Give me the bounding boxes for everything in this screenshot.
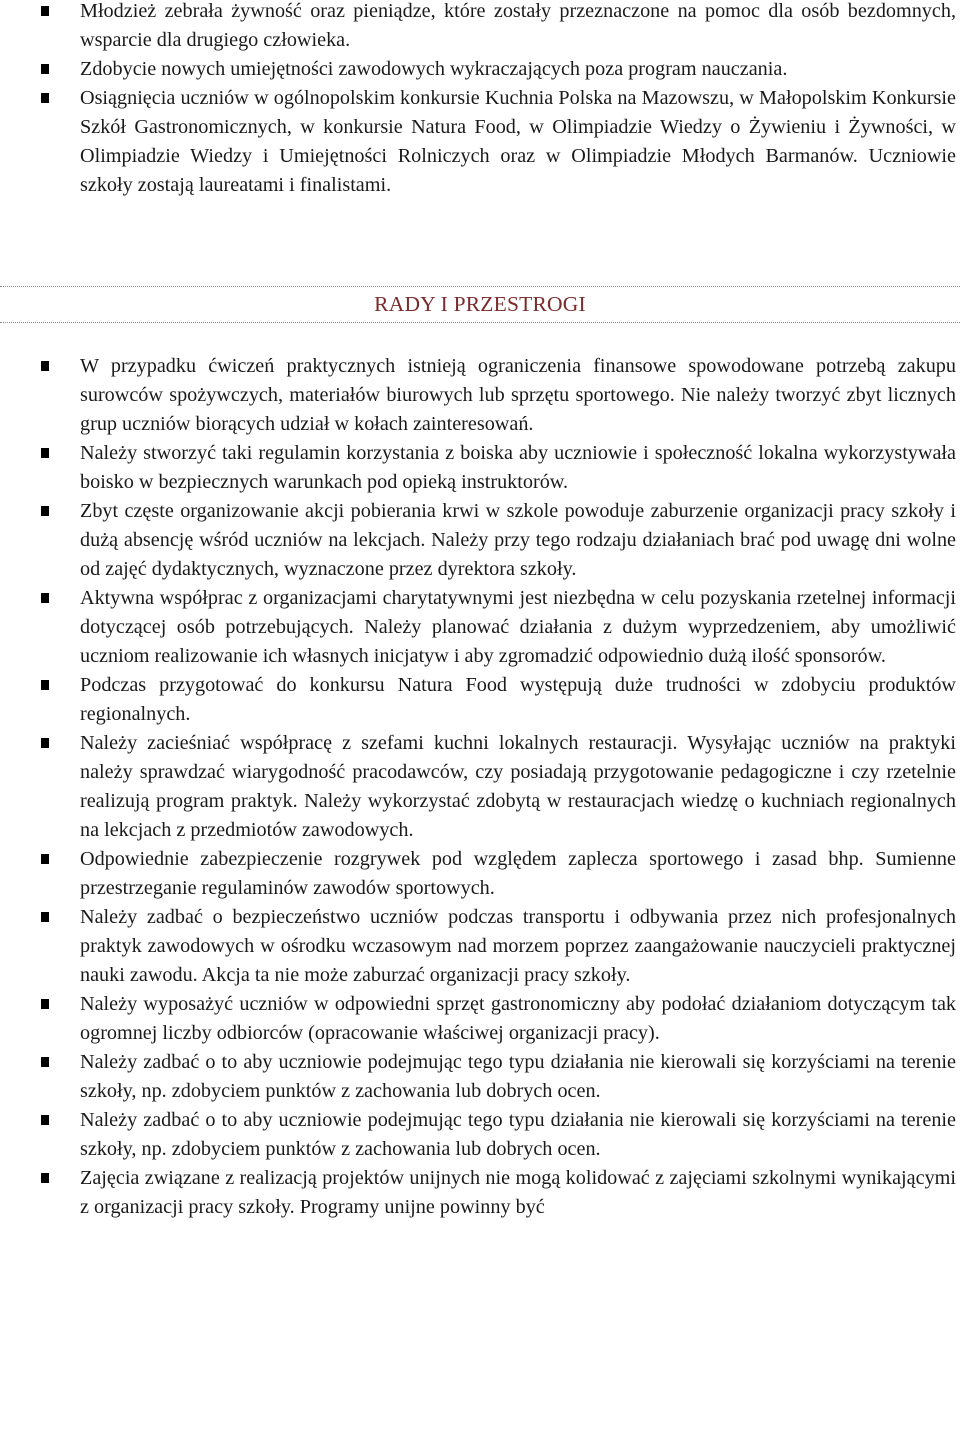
list-item-text: Należy wyposażyć uczniów w odpowiedni sprzęt gastronomiczny aby podołać działaniom dotyczącym tak ogromnej liczby odbiorców (opracowanie właściwej organizacji pracy). <box>80 993 956 1044</box>
square-bullet-icon <box>41 6 49 16</box>
section-divider-top <box>0 286 960 287</box>
list-item <box>0 845 960 903</box>
list-item <box>0 903 960 990</box>
list-item-text: Zbyt częste organizowanie akcji pobierania krwi w szkole powoduje zaburzenie organizacji pracy szkoły i dużą absencję wśród uczniów na lekcjach. Należy przy tego rodzaju działaniach brać pod uwagę dni wolne od zajęć dydaktycznych, wyznaczone przez dyrektora szkoły. <box>80 500 956 580</box>
square-bullet-icon <box>41 93 49 103</box>
list-item-text: Należy zacieśniać współpracę z szefami kuchni lokalnych restauracji. Wysyłając uczniów na praktyki należy sprawdzać wiarygodność pracodawców, czy posiadają przygotowanie pedagogiczne i czy rzetelnie realizują program praktyk. Należy wykorzystać zdobytą w restauracjach wiedzę o kuchniach regionalnych na lekcjach z przedmiotów zawodowych. <box>80 732 956 841</box>
list-item-text: Należy zadbać o to aby uczniowie podejmując tego typu działania nie kierowali się korzyściami na terenie szkoły, np. zdobyciem punktów z zachowania lub dobrych ocen. <box>80 1109 956 1160</box>
list-item <box>0 990 960 1048</box>
list-item <box>0 55 960 84</box>
list-item <box>0 84 960 200</box>
square-bullet-icon <box>41 854 49 864</box>
square-bullet-icon <box>41 1115 49 1125</box>
list-item <box>0 1164 960 1222</box>
achievements-list <box>0 0 960 200</box>
list-item <box>0 1048 960 1106</box>
square-bullet-icon <box>41 506 49 516</box>
list-item <box>0 352 960 439</box>
square-bullet-icon <box>41 738 49 748</box>
list-item-text: Zajęcia związane z realizacją projektów unijnych nie mogą kolidować z zajęciami szkolnymi wynikającymi z organizacji pracy szkoły. Programy unijne powinny być <box>80 1167 956 1218</box>
list-item-text: Młodzież zebrała żywność oraz pieniądze, które zostały przeznaczone na pomoc dla osób bezdomnych, wsparcie dla drugiego człowieka. <box>80 0 956 51</box>
square-bullet-icon <box>41 361 49 371</box>
list-item-text: Osiągnięcia uczniów w ogólnopolskim konkursie Kuchnia Polska na Mazowszu, w Małopolskim Konkursie Szkół Gastronomicznych, w konkursie Natura Food, w Olimpiadzie Wiedzy o Żywieniu i Żywności, w Olimpiadzie Wiedzy i Umiejętności Rolniczych oraz w Olimpiadzie Młodych Barmanów. Uczniowie szkoły zostają laureatami i finalistami. <box>80 87 956 196</box>
list-item-text: Zdobycie nowych umiejętności zawodowych wykraczających poza program nauczania. <box>80 58 788 80</box>
square-bullet-icon <box>41 1173 49 1183</box>
list-item <box>0 0 960 55</box>
list-item-text: Odpowiednie zabezpieczenie rozgrywek pod względem zaplecza sportowego i zasad bhp. Sumienne przestrzeganie regulaminów zawodów sportowych. <box>80 848 956 899</box>
square-bullet-icon <box>41 680 49 690</box>
list-item <box>0 671 960 729</box>
list-item-text: Należy zadbać o to aby uczniowie podejmując tego typu działania nie kierowali się korzyściami na terenie szkoły, np. zdobyciem punktów z zachowania lub dobrych ocen. <box>80 1051 956 1102</box>
advice-list <box>0 352 960 1222</box>
list-item-text: Podczas przygotować do konkursu Natura Food występują duże trudności w zdobyciu produktów regionalnych. <box>80 674 956 725</box>
section-heading: RADY I PRZESTROGI <box>374 292 586 316</box>
square-bullet-icon <box>41 999 49 1009</box>
list-item-text: W przypadku ćwiczeń praktycznych istnieją ograniczenia finansowe spowodowane potrzebą zakupu surowców spożywczych, materiałów biurowych lub sprzętu sportowego. Nie należy tworzyć zbyt licznych grup uczniów biorących udział w kołach zainteresowań. <box>80 355 956 435</box>
square-bullet-icon <box>41 1057 49 1067</box>
square-bullet-icon <box>41 593 49 603</box>
square-bullet-icon <box>41 912 49 922</box>
square-bullet-icon <box>41 64 49 74</box>
list-item-text: Należy stworzyć taki regulamin korzystania z boiska aby uczniowie i społeczność lokalna wykorzystywała boisko w bezpiecznych warunkach pod opieką instruktorów. <box>80 442 956 493</box>
list-item <box>0 1106 960 1164</box>
list-item <box>0 584 960 671</box>
list-item <box>0 729 960 845</box>
list-item-text: Należy zadbać o bezpieczeństwo uczniów podczas transportu i odbywania przez nich profesjonalnych praktyk zawodowych w ośrodku wczasowym nad morzem poprzez zaangażowanie nauczycieli praktycznej nauki zawodu. Akcja ta nie może zaburzać organizacji pracy szkoły. <box>80 906 956 986</box>
list-item <box>0 497 960 584</box>
square-bullet-icon <box>41 448 49 458</box>
list-item-text: Aktywna współprac z organizacjami charytatywnymi jest niezbędna w celu pozyskania rzetelnej informacji dotyczącej osób potrzebujących. Należy planować działania z dużym wyprzedzeniem, aby umożliwić uczniom realizowanie ich własnych inicjatyw i aby zgromadzić odpowiednio dużą ilość sponsorów. <box>80 587 956 667</box>
list-item <box>0 439 960 497</box>
section-divider-bottom <box>0 322 960 323</box>
